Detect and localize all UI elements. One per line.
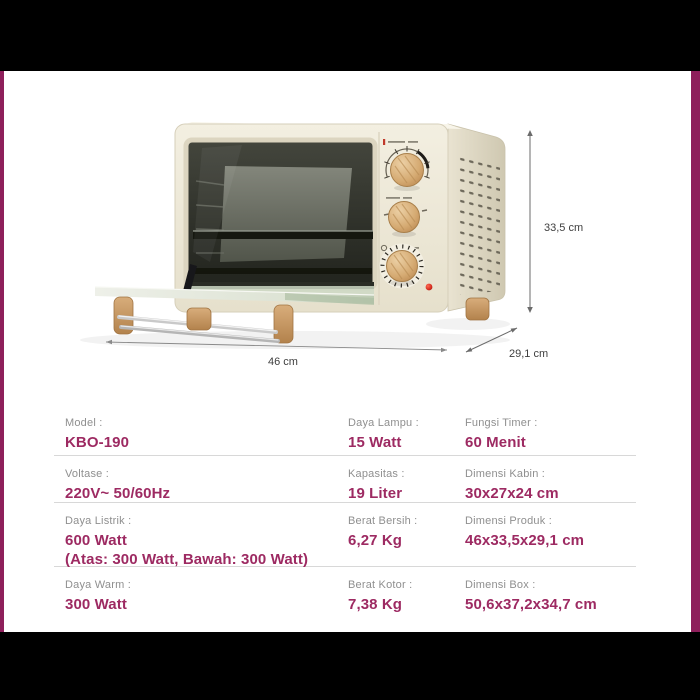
spec-value: 46x33,5x29,1 cm [465,532,585,549]
spec-cell-berat-bersih [348,515,465,568]
spec-label: Daya Listrik : [65,515,132,527]
spec-value-detail: (Atas: 300 Watt, Bawah: 300 Watt) [65,551,309,568]
height-dimension-label: 33,5 cm [544,222,584,234]
spec-value: 15 Watt [348,434,402,451]
spec-label: Dimensi Produk : [465,515,552,527]
spec-table [54,405,636,624]
spec-label: Voltase : [65,468,109,480]
spec-row [54,502,636,566]
spec-label: Daya Warm : [65,579,131,591]
spec-cell-model [54,417,348,455]
vent-grille [456,152,500,295]
spec-label: Model : [65,417,103,429]
width-dimension-label: 46 cm [268,356,298,368]
spec-value: 300 Watt [65,596,127,613]
spec-value: 19 Liter [348,485,403,502]
oven-cavity [183,140,375,295]
spec-value: 7,38 Kg [348,596,403,613]
spec-cell-kapasitas [348,468,465,502]
spec-cell-fungsi-timer [465,417,636,455]
floor-shadow [80,318,510,349]
spec-label: Fungsi Timer : [465,417,538,429]
spec-cell-berat-kotor [348,579,465,624]
spec-row [54,566,636,624]
spec-value: 6,27 Kg [348,532,403,549]
spec-cell-daya-listrik [54,515,348,568]
spec-value: KBO-190 [65,434,130,451]
power-indicator-light [426,284,433,291]
oven-rack [193,231,373,239]
spec-cell-dimensi-produk [465,515,636,568]
spec-label: Dimensi Box : [465,579,536,591]
dimension-height [527,130,583,313]
spec-cell-daya-lampu [348,417,465,455]
spec-label: Kapasitas : [348,468,405,480]
spec-label: Daya Lampu : [348,417,419,429]
spec-label: Berat Kotor : [348,579,413,591]
timer-knob [380,244,425,289]
spec-value: 220V~ 50/60Hz [65,485,171,502]
spec-value: 30x27x24 cm [465,485,559,502]
spec-value: 50,6x37,2x34,7 cm [465,596,597,613]
spec-label: Dimensi Kabin : [465,468,546,480]
spec-cell-voltase [54,468,348,502]
spec-row [54,405,636,455]
spec-value: 60 Menit [465,434,526,451]
spec-cell-daya-warm [54,579,348,624]
spec-value: 600 Watt [65,532,127,549]
spec-cell-dimensi-kabin [465,468,636,502]
oven-side-panel [448,124,505,311]
spec-row [54,455,636,502]
depth-dimension-label: 29,1 cm [509,348,549,360]
spec-label: Berat Bersih : [348,515,418,527]
spec-cell-dimensi-box [465,579,636,624]
